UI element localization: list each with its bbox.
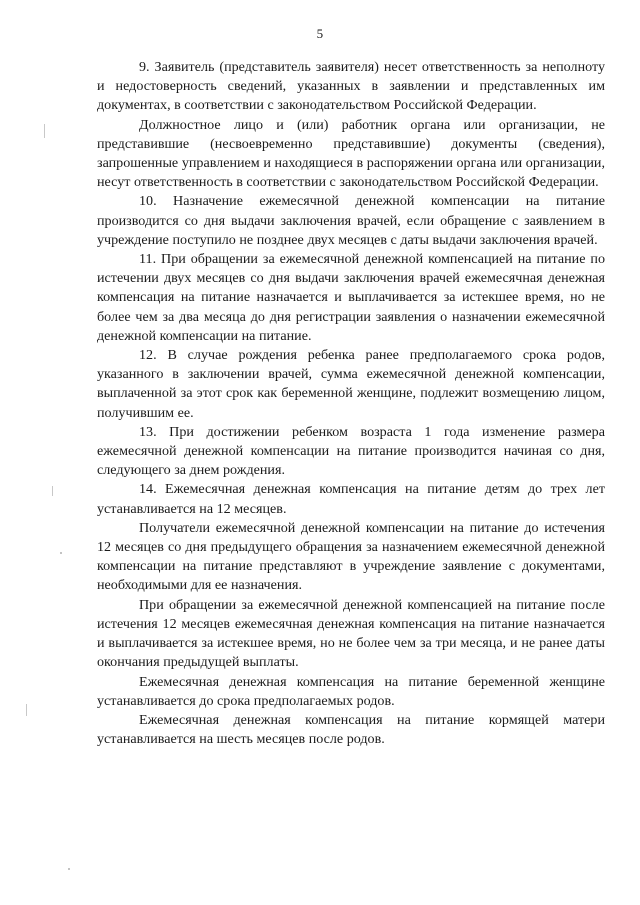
scan-dot <box>68 868 70 870</box>
paragraph-11: 11. При обращении за ежемесячной денежной компенсацией на питание по истечении двух месяцев со дня выдачи заключения врачей ежемесячная денежная компенсация на питание назначается и выплачивается за истекшее время, но не более чем за два месяца до дня регистрации заявления о назначении ежемесячной денежной компенсации на питание. <box>97 251 605 344</box>
paragraph-14: 14. Ежемесячная денежная компенсация на питание детям до трех лет устанавливается на 12 месяцев. <box>97 481 605 517</box>
scan-dot <box>60 552 62 554</box>
paragraph-12: 12. В случае рождения ребенка ранее предполагаемого срока родов, указанного в заключении врачей, сумма ежемесячной денежной компенсации, выплаченной за этот срок как беременной женщине, подлежит возмещению лицом, получившим ее. <box>97 347 605 421</box>
paragraph-recipients: Получатели ежемесячной денежной компенсации на питание до истечения 12 месяцев со дня предыдущего обращения за назначением ежемесячной денежной компенсации на питание представляют в учреждение заявление с документами, необходимыми для ее назначения. <box>97 519 605 594</box>
paragraph-13: 13. При достижении ребенком возраста 1 года изменение размера ежемесячной денежной компенсации на питание производится начиная со дня, следующего за днем рождения. <box>97 423 605 479</box>
scan-mark <box>44 124 45 138</box>
paragraph-pregnant: Ежемесячная денежная компенсация на питание беременной женщине устанавливается до срока предполагаемых родов. <box>97 673 605 709</box>
document-body <box>97 58 605 749</box>
scan-mark <box>52 486 53 496</box>
scan-mark <box>26 704 27 716</box>
paragraph-responsibility: Должностное лицо и (или) работник органа или организации, не представившие (несвоевременно представившие) документы (сведения), запрошенные управлением и находящиеся в распоряжении органа или организации, несут ответственность в соответствии с законодательством Российской Федерации. <box>97 116 605 191</box>
page-number: 5 <box>316 26 324 41</box>
paragraph-late-application: При обращении за ежемесячной денежной компенсацией на питание после истечения 12 месяцев ежемесячная денежная компенсация на питание назначается и выплачивается за истекшее время, но не более чем за три месяца, и не ранее даты окончания предыдущей выплаты. <box>97 596 605 671</box>
paragraph-9: 9. Заявитель (представитель заявителя) несет ответственность за неполноту и недостоверность сведений, указанных в заявлении и представленных им документах, в соответствии с законодательством Российской Федерации. <box>97 59 605 114</box>
paragraph-10: 10. Назначение ежемесячной денежной компенсации на питание производится со дня выдачи заключения врачей, если обращение с заявлением в учреждение поступило не позднее двух месяцев с даты выдачи заключения врачей. <box>97 193 605 248</box>
paragraph-nursing-mother: Ежемесячная денежная компенсация на питание кормящей матери устанавливается на шесть месяцев после родов. <box>97 711 605 748</box>
